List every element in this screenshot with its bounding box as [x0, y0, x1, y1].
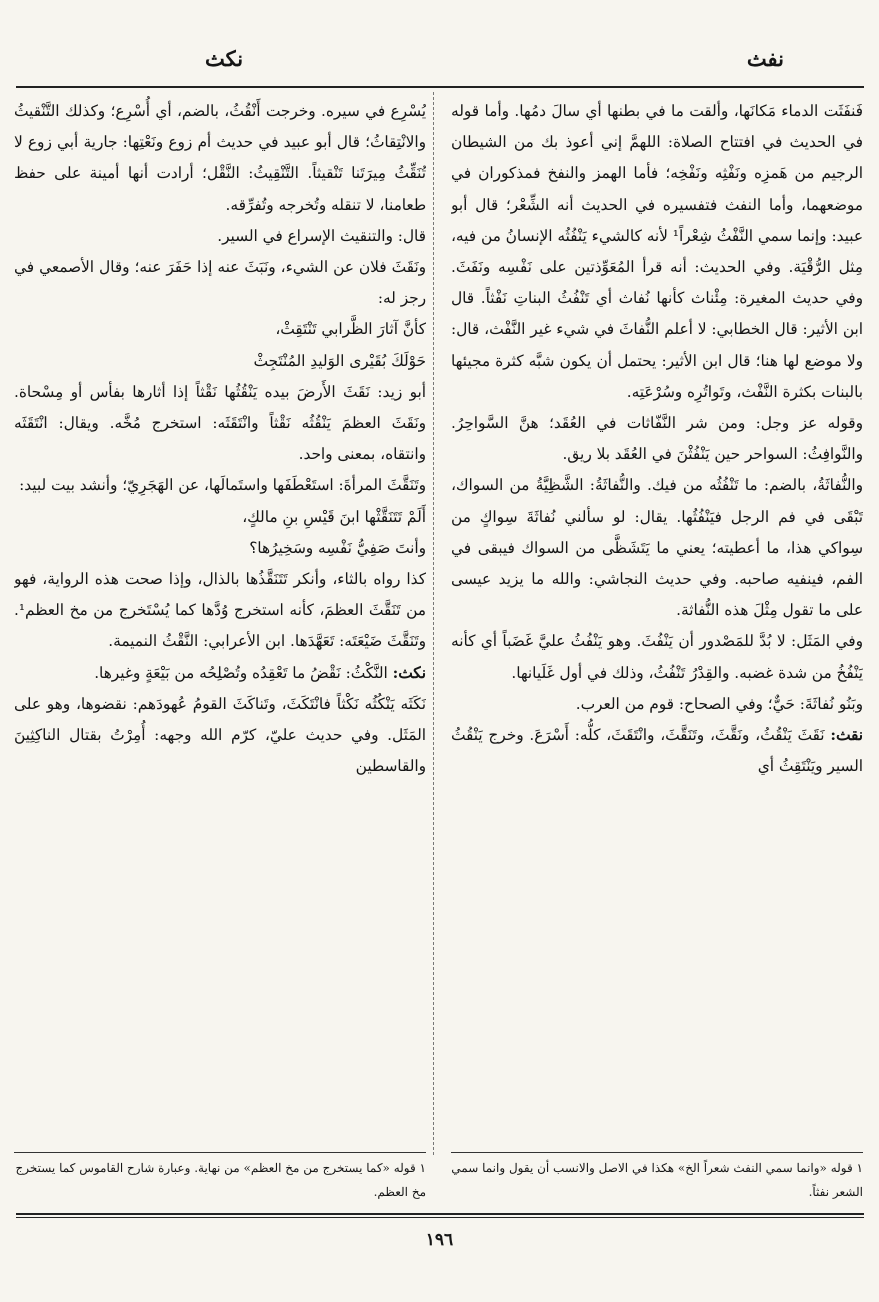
footnote-right: ١ قوله «وانما سمي النفث شعراً الخ» هكذا في الاصل والانسب أن يقول وانما سمي الشعر نفثاً. — [451, 1161, 863, 1199]
text-paragraph: ونَقَثَ فلان عن الشيء، ونَبَثَ عنه إذا حَفَرَ عنه؛ وقال الأصمعي في رجز له: — [14, 258, 426, 308]
headword: نكث: — [392, 663, 426, 682]
column-divider — [433, 92, 434, 1155]
text-paragraph: فَنفَثَت الدماء مَكانَها، وألقت ما في بطنها أي سالَ دمُها. وأما قوله في الحديث في افتتاح الصلاة: اللهمَّ إني أعوذ بك من الشيطان الرجيم من هَمزِه ونَفْثِه ونَفْخِه؛ فأما الهمز والنفخ فمذكوران في موضعهما، وأما النفث فتفسيره في الحديث أنه الشِّعْر؛ قال أبو عبيد: وإنما سمي النَّفْثُ شِعْراً¹ لأنه كالشيء يَنْفُثُه الإنسانُ من فيه، مِثل الرُّقْيَة. وفي الحديث: أنه قرأ المُعَوِّذتين على نَفْسِه ونَفَثَ. وفي حديث المغيرة: مِئْناث كأنها نُفاث أي تَنْفُثُ البناتِ نَفْثاً. قال ابن الأثير: قال الخطابي: لا أعلم النُّفاثَ في شيء غير النَّفْث، قال: ولا موضع لها هنا؛ قال ابن الأثير: يحتمل أن يكون شبَّه كثرة مجيئها بالبنات بكثرة النَّفْث، وتَواتُرِه وسُرْعَتِه. — [451, 102, 863, 401]
text-paragraph: قال: والتنقيث الإسراع في السير. — [217, 226, 426, 245]
page-number: ١٩٦ — [425, 1230, 454, 1250]
footnote-rule-left — [14, 1152, 426, 1153]
bottom-rule-thin — [16, 1217, 864, 1218]
headword: نقث: — [830, 726, 863, 745]
text-paragraph: والنُّفاثَةُ، بالضم: ما تَنْفُثُه من فيك. والنُّفاثَةُ: الشَّظِيَّةُ من السواك، تَبْقَى في فم الرجل فيَنْفُثُها. يقال: لو سألني نُفاثَةَ سِواكٍ من سِواكي هذا، ما أعطيته؛ يعني ما يَتَشَظَّى من السواك فيبقى في الفم، فينفيه صاحبه. وفي حديث النجاشي: والله ما يزيد عيسى على ما تقول مِثْلَ هذه النُّفاثة. — [451, 476, 863, 620]
verse-line: وأنتَ صَفِيُّ نَفْسِه وسَخِيرُها؟ — [249, 538, 426, 557]
header-left-word: نكث — [205, 46, 244, 71]
text-paragraph: وقوله عز وجل: ومن شر النَّفّاثات في العُقَد؛ هنَّ السَّواحِرُ. والنَّوافِثُ: السواحر حين يَنْفُثْنَ في العُقَد بلا ريق. — [451, 414, 863, 464]
text-paragraph: نَكَثَه يَنْكُثُه نَكْثاً فانْتَكَثَ، وتَناكَثَ القومُ عُهودَهم: نقضوها، وهو على المَثَل. وفي حديث عليّ، كرّم الله وجهه: أُمِرْتُ بقتال الناكِثِينَ والقاسطين — [14, 694, 426, 776]
header-rule — [16, 86, 864, 88]
text-paragraph: وفي المَثَل: لا بُدَّ للمَصْدور أن يَنْفُثَ. وهو يَنْفُثُ عليَّ غَضَباً أي كأنه يَنْفُخُ من شدة غضبه. والقِدْرُ تَنْفُثُ، وذلك في أول غَلَيانها. — [451, 632, 863, 682]
right-column — [451, 96, 863, 1148]
footnote-left: ١ قوله «كما يستخرج من مخ العظم» من نهاية. وعبارة شارح القاموس كما يستخرج مخ العظم. — [15, 1161, 426, 1199]
entry-paragraph — [14, 658, 426, 689]
footnote-rule-right — [451, 1152, 863, 1153]
text-paragraph: يُسْرِع في سيره. وخرجت أَنْقُثُ، بالضم، أي أُسْرِع؛ وكذلك التَّنْقيثُ والانْتِقاثُ؛ قال أبو عبيد في حديث أم زوع ونَعْتِها: جارية أبي زوع لا تُنَقِّثُ مِيرَتَنا تَنْقيثاً. التَّنْقِيثُ: النَّقْل؛ أرادت أنها أمينة على حفظ طعامنا، لا تنقله وتُخرجه وتُفرِّقه. — [14, 102, 426, 214]
bottom-rule — [16, 1213, 864, 1215]
text-paragraph: وتَنَقَّثَ المرأةَ: استَعْطَفَها واستَمالَها، عن الهَجَرِيّ؛ وأنشد بيت لبيد: — [19, 476, 426, 495]
text-paragraph: أبو زيد: نَقَثَ الأَرضَ بيده يَنْقُثُها نَقْثاً إذا أثارها بفأس أو مِسْحاة. ونَقَثَ العظمَ يَنْقُثُه نَقْثاً وانْتَقَثَه: استخرج مُخَّه. ويقال: انْتَقَثَه وانتقاه، بمعنى واحد. — [14, 382, 426, 464]
header-right-word: نفث — [746, 46, 784, 71]
verse-line: حَوْلَكَ بُقَيْرى الوَليدِ المُنْتَجِثْ — [253, 351, 426, 370]
entry-paragraph — [451, 720, 863, 782]
text-paragraph: كذا رواه بالثاء، وأنكر تَتَنَقَّذُها بالذال، وإذا صحت هذه الرواية، فهو من تَنَقَّثَ العظمَ، كأنه استخرج وُدَّها كما يُسْتَخرج من مخ العظم¹. وتَنَقَّثَ ضَيْعَتَه: تَعَهَّدَها. ابن الأعرابي: النَّقْثُ النميمة. — [14, 570, 426, 651]
left-column — [14, 96, 426, 1148]
verse-line: أَلَمْ تَتَنَقَّثْها ابنَ قَيْسِ بنِ مالكٍ، — [242, 507, 426, 526]
text-paragraph: وبَنُو نُفاثَةَ: حَيٌّ؛ وفي الصحاح: قوم من العرب. — [575, 694, 863, 713]
verse-line: كأنَّ آثارَ الظَّرابي تَنْتَقِثْ، — [275, 320, 426, 339]
entry-text: نَقَثَ يَنْقُثُ، ونَقَّثَ، وتَنَقَّثَ، وانْتَقَثَ، كلُّه: أَسْرَعَ. وخرج يَنْقُثُ السير ويَنْتَقِثُ أي — [451, 726, 863, 776]
entry-text: النَّكْثُ: نَقْضُ ما تَعْقِدُه وتُصْلِحُه من بَيْعَةٍ وغيرها. — [94, 663, 393, 682]
